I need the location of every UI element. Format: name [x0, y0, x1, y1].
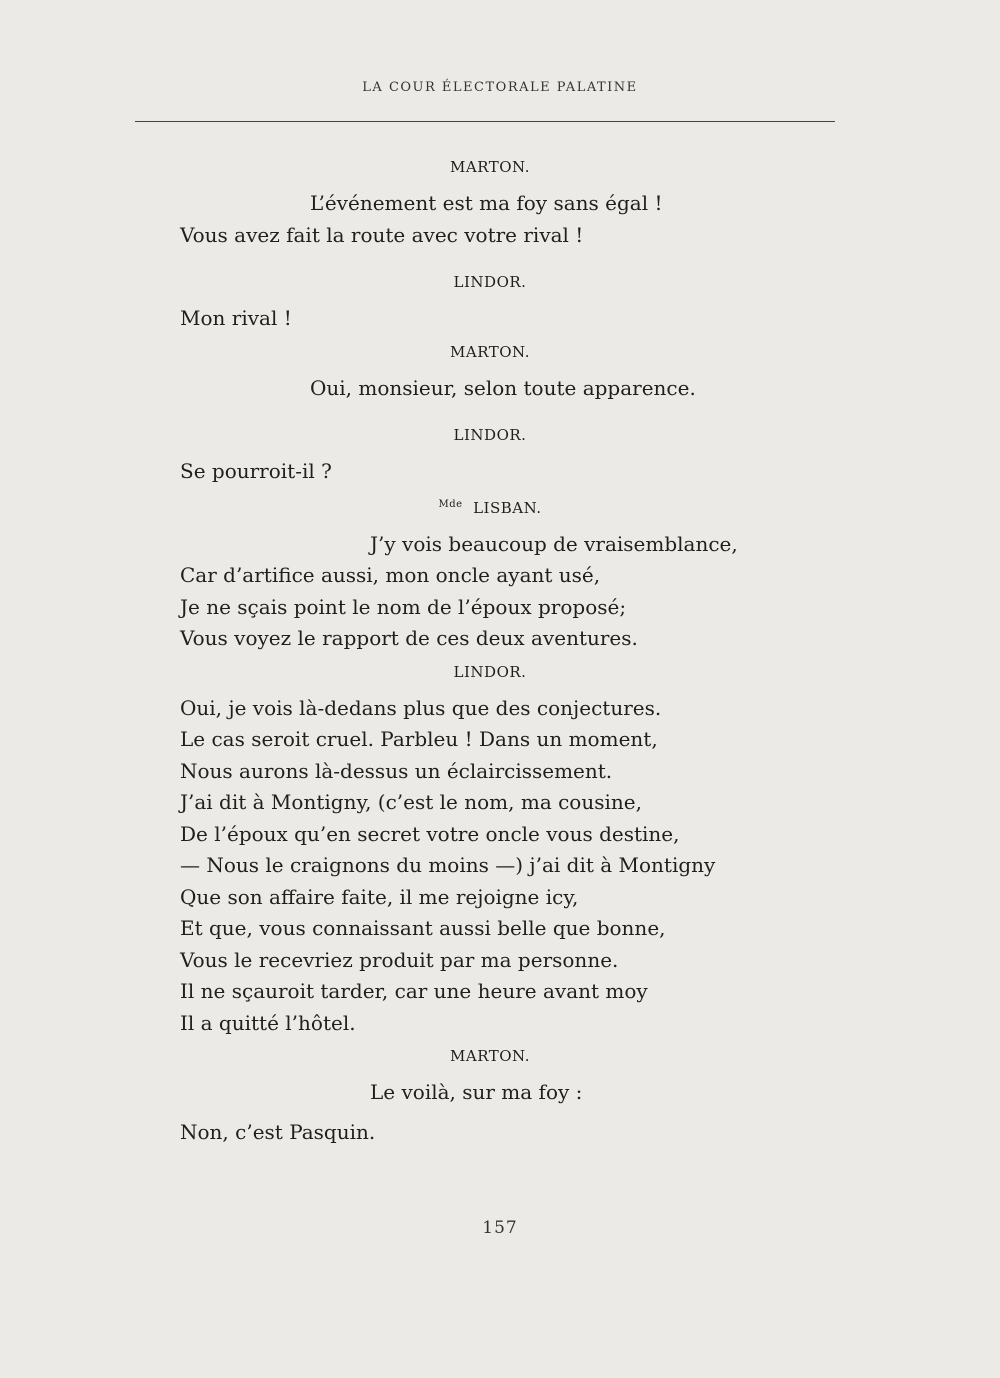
verse-line: Vous voyez le rapport de ces deux aventures. [180, 626, 638, 650]
verse-line: Vous avez fait la route avec votre rival ! [180, 222, 584, 247]
verse-line: Il a quitté l’hôtel. [180, 1010, 356, 1035]
speaker-name: LISBAN. [473, 498, 542, 517]
verse-line: Que son affaire faite, il me rejoigne icy, [180, 884, 579, 909]
speaker-marton: MARTON. [450, 158, 530, 176]
play-text [180, 150, 760, 1148]
verse-line: Il ne sçauroit tarder, car une heure avant moy [180, 979, 648, 1003]
verse-line: — Nous le craignons du moins —) j’ai dit à Montigny [180, 853, 716, 877]
verse-line: Et que, vous connaissant aussi belle que bonne, [180, 916, 666, 940]
verse-line: Non, c’est Pasquin. [180, 1119, 376, 1144]
speaker-lindor: LINDOR. [453, 273, 527, 291]
verse-line: J’ai dit à Montigny, (c’est le nom, ma cousine, [180, 790, 642, 814]
speaker-marton: MARTON. [450, 342, 530, 361]
speaker-lindor: LINDOR. [453, 426, 527, 444]
header-rule [135, 121, 835, 122]
speaker-lindor: LINDOR. [453, 662, 527, 681]
verse-line: Vous le recevriez produit par ma personne. [180, 947, 619, 972]
verse-line: Car d’artifice aussi, mon oncle ayant usé, [180, 563, 601, 587]
verse-line: J’y vois beaucoup de vraisemblance, [370, 531, 738, 556]
verse-line: Le voilà, sur ma foy : [370, 1080, 583, 1104]
verse-line: Se pourroit-il ? [180, 459, 332, 483]
verse-line: L’événement est ma foy sans égal ! [310, 191, 663, 215]
speaker-marton: MARTON. [450, 1047, 530, 1065]
verse-line: De l’époux qu’en secret votre oncle vous destine, [180, 821, 680, 846]
verse-line: Le cas seroit cruel. Parbleu ! Dans un moment, [180, 727, 658, 751]
verse-line: Mon rival ! [180, 306, 292, 330]
speaker-mde-lisban [310, 494, 670, 519]
page-number: 157 [482, 1218, 518, 1238]
verse-line: Nous aurons là-dessus un éclaircissement. [180, 758, 613, 783]
verse-line: Oui, je vois là-dedans plus que des conjectures. [180, 695, 662, 720]
verse-line: Je ne sçais point le nom de l’époux proposé; [180, 594, 627, 619]
running-head: LA COUR ÉLECTORALE PALATINE [362, 80, 638, 95]
speaker-title: Mde [438, 498, 463, 510]
verse-line: Oui, monsieur, selon toute apparence. [310, 375, 696, 400]
